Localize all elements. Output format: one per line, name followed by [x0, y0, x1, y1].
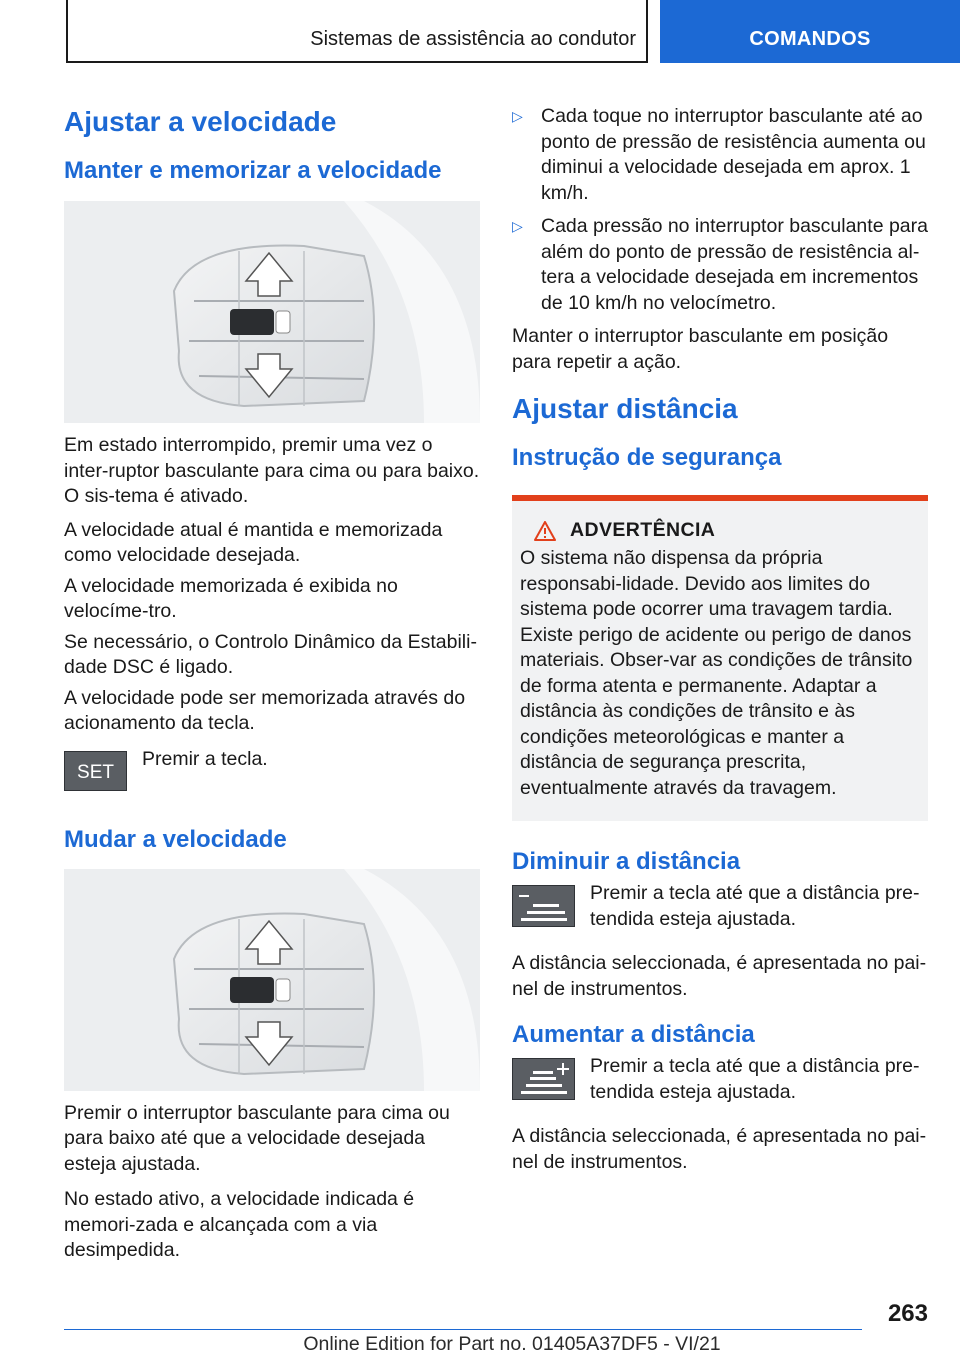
steering-switch-photo: [64, 201, 480, 423]
heading-keep-speed: Manter e memorizar a velocidade: [64, 157, 442, 184]
paragraph-hold-switch: Manter o interruptor basculante em posição para repetir a ação.: [512, 325, 889, 373]
bullet-list: [512, 104, 928, 316]
header-section-title: Sistemas de assistência ao condutor: [310, 28, 636, 50]
paragraph-activate: Em estado interrompido, premir uma vez o inter‐ruptor basculante para cima ou para baixo. O sis‐tema é ativado.: [64, 434, 480, 507]
increase-text: Premir a tecla até que a distância pre‐tendida esteja ajustada.: [590, 1055, 920, 1103]
distance-increase-icon: [512, 1058, 575, 1100]
heading-decrease-distance: Diminuir a distância: [512, 848, 741, 875]
warning-title: ADVERTÊNCIA: [570, 519, 716, 541]
left-column: [64, 100, 480, 1264]
decrease-button-row: [512, 881, 928, 947]
paragraph-memorized: A velocidade atual é mantida e memorizada como velocidade desejada.: [64, 518, 443, 566]
paragraph-active-state: No estado ativo, a velocidade indicada é memori‐zada e alcançada com a via desimpedida.: [64, 1188, 415, 1261]
warning-text: O sistema não dispensa da própria responsabi‐lidade. Devido aos limites do sistema pode ocorrer uma travagem tardia. Existe perigo de acidente ou perigo de danos materiais. Obser‐var as condições de trânsito de forma atenta e permanente. Adaptar a distância às condições de trânsito e às condições meteorológicas e manter a distância de segurança prescrita, eventualmente através da travagem.: [520, 547, 913, 799]
set-button-label: SET: [77, 761, 114, 783]
heading-increase-distance: Aumentar a distância: [512, 1021, 755, 1048]
paragraph-button-store: A velocidade pode ser memorizada através do acionamento da tecla.: [64, 686, 466, 734]
heading-safety: Instrução de segurança: [512, 444, 782, 471]
bullet-item: [512, 104, 928, 206]
footer-divider: [64, 1329, 862, 1330]
set-button-icon: [64, 751, 127, 791]
paragraph-rocker-adjust: Premir o interruptor basculante para cima ou para baixo até que a velocidade desejada esteja ajustada.: [64, 1101, 450, 1175]
decrease-result-text: A distância seleccionada, é apresentada no pai‐nel de instrumentos.: [512, 952, 927, 1000]
increase-result-text: A distância seleccionada, é apresentada no pai‐nel de instrumentos.: [512, 1125, 927, 1173]
right-column: [512, 104, 928, 1175]
bullet-item: [512, 214, 928, 316]
heading-change-speed: Mudar a velocidade: [64, 825, 287, 853]
decrease-text: Premir a tecla até que a distância pre‐tendida esteja ajustada.: [590, 882, 920, 930]
header-chapter-label: COMANDOS: [749, 28, 871, 50]
header-chapter-tab[interactable]: [660, 0, 960, 63]
set-button-text: Premir a tecla.: [142, 747, 268, 770]
warning-triangle-icon: [534, 521, 556, 541]
header-section-box: [66, 0, 648, 63]
heading-adjust-distance: Ajustar distância: [512, 393, 738, 424]
steering-switch-illustration-2: [64, 869, 480, 1091]
steering-switch-photo-2: [64, 869, 480, 1091]
heading-adjust-speed: Ajustar a velocidade: [64, 106, 337, 137]
distance-decrease-icon: [512, 885, 575, 927]
bullet-text: Cada toque no interruptor basculante até ao ponto de pressão de resistência aumenta ou diminui a velocidade desejada em aprox. 1 km/h.: [541, 105, 926, 204]
warning-box: [512, 495, 928, 821]
warning-header: [520, 519, 920, 542]
set-button-row: [64, 747, 480, 807]
bullet-text: Cada pressão no interruptor basculante para além do ponto de pressão de resistência al‐tera a velocidade desejada em incrementos de 10 km/h no velocímetro.: [541, 215, 928, 314]
paragraph-displayed: A velocidade memorizada é exibida no velocíme‐tro.: [64, 574, 398, 622]
paragraph-dsc: Se necessário, o Controlo Dinâmico da Estabili‐dade DSC é ligado.: [64, 630, 477, 678]
footer-edition: Online Edition for Part no. 01405A37DF5 - VI/21: [303, 1333, 721, 1355]
page-number: 263: [887, 1300, 928, 1327]
triangle-bullet-icon: ▷: [512, 218, 523, 234]
triangle-bullet-icon: ▷: [512, 108, 523, 124]
increase-button-row: [512, 1054, 928, 1120]
steering-switch-illustration: [64, 201, 480, 423]
